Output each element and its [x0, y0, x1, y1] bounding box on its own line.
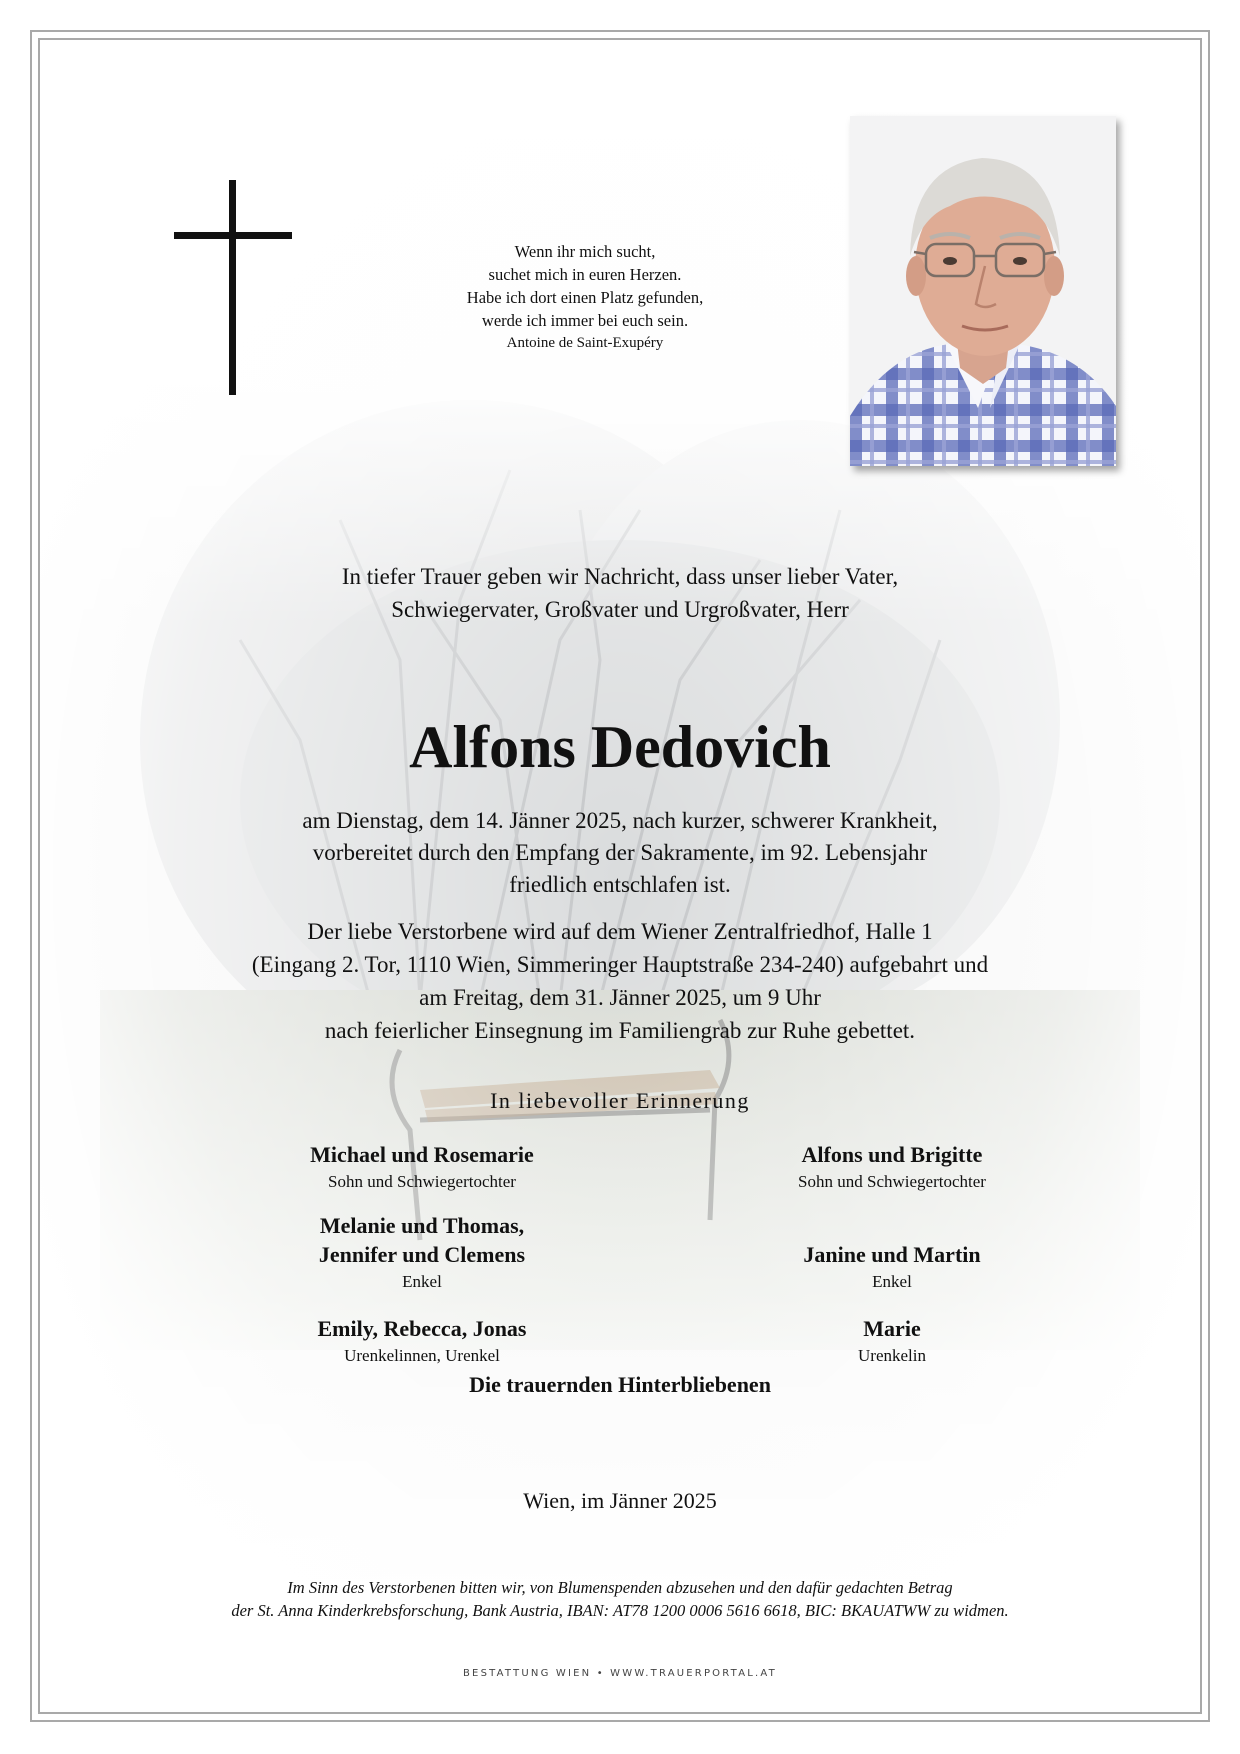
mourner-entry — [682, 1314, 1102, 1369]
intro-line: Schwiegervater, Großvater und Urgroßvater, Herr — [391, 597, 849, 622]
mourner-relation: Sohn und Schwiegertochter — [328, 1172, 516, 1191]
funeral-line: nach feierlicher Einsegnung im Familiengrab zur Ruhe gebettet. — [324, 1018, 916, 1043]
quote-line: Habe ich dort einen Platz gefunden, — [466, 288, 704, 307]
funeral-line: (Eingang 2. Tor, 1110 Wien, Simmeringer Hauptstraße 234-240) aufgebahrt und — [251, 952, 989, 977]
survivors-line: Die trauernden Hinterbliebenen — [469, 1372, 771, 1397]
place-date: Wien, im Jänner 2025 — [523, 1488, 717, 1513]
passing-line: friedlich entschlafen ist. — [509, 872, 731, 897]
mourner-entry — [682, 1140, 1102, 1195]
mourner-names: Michael und Rosemarie — [310, 1142, 534, 1167]
passing-line: am Dienstag, dem 14. Jänner 2025, nach kurzer, schwerer Krankheit, — [302, 808, 938, 833]
quote-line: werde ich immer bei euch sein. — [481, 311, 689, 330]
quote-author: Antoine de Saint-Exupéry — [506, 335, 664, 351]
quote-line: suchet mich in euren Herzen. — [488, 265, 682, 284]
mourner-entry — [212, 1140, 632, 1195]
mourner-names: Melanie und Thomas, — [319, 1213, 525, 1238]
mourner-names: Emily, Rebecca, Jonas — [317, 1316, 527, 1341]
intro-line: In tiefer Trauer geben wir Nachricht, dass unser lieber Vater, — [341, 564, 899, 589]
obituary-page — [38, 38, 1202, 1714]
mourner-entry — [212, 1314, 632, 1369]
memorial-quote — [410, 240, 760, 355]
mourner-names: Alfons und Brigitte — [801, 1142, 983, 1167]
donation-line: der St. Anna Kinderkrebsforschung, Bank Austria, IBAN: AT78 1200 0006 5616 6618, BIC: BKAUATWW zu widmen. — [231, 1601, 1009, 1620]
portrait-photo — [850, 116, 1116, 466]
memory-heading: In liebevoller Erinnerung — [490, 1088, 750, 1113]
donation-note — [120, 1576, 1120, 1622]
mourner-relation: Urenkelin — [858, 1346, 926, 1365]
funeral-line: am Freitag, dem 31. Jänner 2025, um 9 Uhr — [419, 985, 821, 1010]
announcement-intro — [220, 560, 1020, 626]
mourner-relation: Urenkelinnen, Urenkel — [344, 1346, 500, 1365]
passing-line: vorbereitet durch den Empfang der Sakramente, im 92. Lebensjahr — [312, 840, 928, 865]
mourner-names: Janine und Martin — [803, 1242, 981, 1267]
funeral-details — [170, 915, 1070, 1047]
footer-credit: BESTATTUNG WIEN • WWW.TRAUERPORTAL.AT — [463, 1668, 777, 1679]
mourner-relation: Enkel — [872, 1272, 912, 1291]
mourner-relation: Enkel — [402, 1272, 442, 1291]
donation-line: Im Sinn des Verstorbenen bitten wir, von Blumenspenden abzusehen und den dafür gedachten Betrag — [287, 1578, 953, 1597]
quote-line: Wenn ihr mich sucht, — [514, 242, 656, 261]
mourner-entry — [212, 1211, 632, 1295]
passing-details — [170, 805, 1070, 901]
mourner-relation: Sohn und Schwiegertochter — [798, 1172, 986, 1191]
cross-icon — [174, 180, 292, 395]
mourner-names: Jennifer und Clemens — [318, 1242, 526, 1267]
mourner-names: Marie — [863, 1316, 921, 1341]
deceased-name: Alfons Dedovich — [409, 714, 831, 780]
funeral-line: Der liebe Verstorbene wird auf dem Wiener Zentralfriedhof, Halle 1 — [307, 919, 933, 944]
mourner-entry — [682, 1240, 1102, 1295]
